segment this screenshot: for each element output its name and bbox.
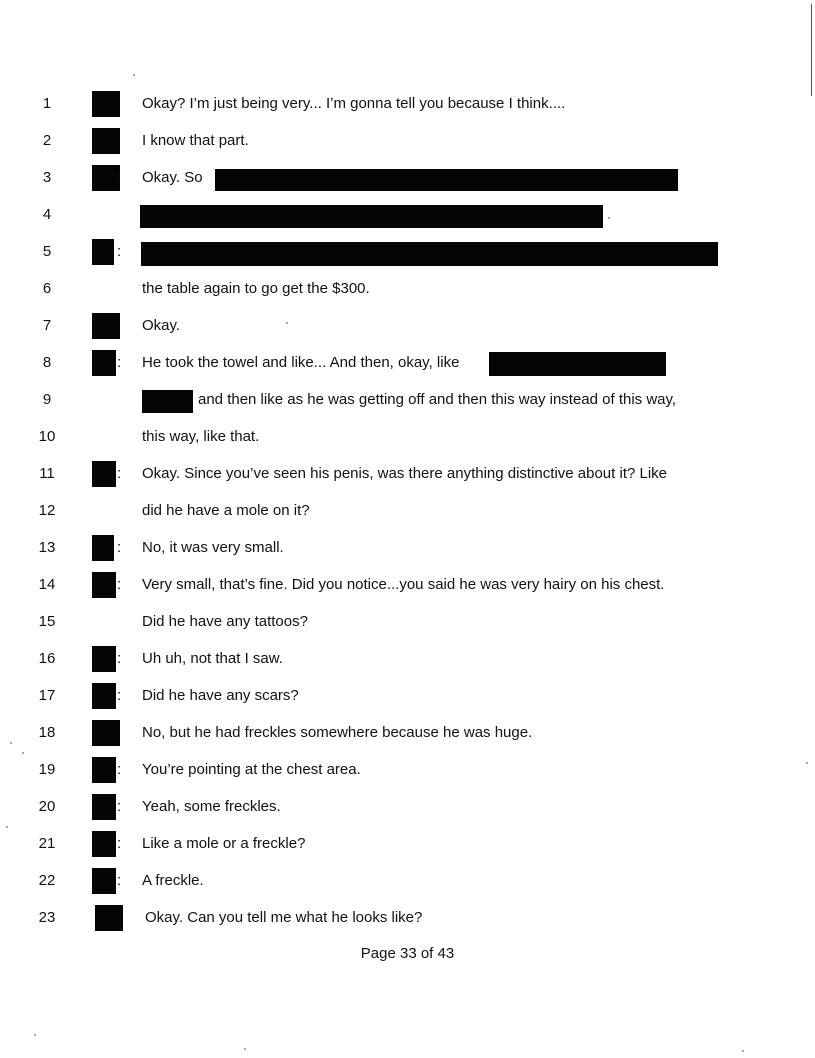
line-number: 3 xyxy=(42,169,52,186)
speaker-redaction xyxy=(92,572,116,598)
speaker-redaction xyxy=(92,831,116,857)
scan-speck xyxy=(742,1050,744,1052)
speaker-redaction xyxy=(92,683,116,709)
transcript-line xyxy=(0,719,815,749)
transcript-line xyxy=(0,645,815,675)
line-number: 11 xyxy=(39,465,55,482)
line-text: Like a mole or a freckle? xyxy=(142,835,306,852)
speaker-redaction xyxy=(95,905,123,931)
transcript-line xyxy=(0,571,815,601)
transcript-line xyxy=(0,164,815,194)
transcript-line xyxy=(0,608,815,638)
line-text: Did he have any tattoos? xyxy=(142,613,308,630)
transcript-line xyxy=(0,312,815,342)
line-number: 7 xyxy=(42,317,52,334)
scan-speck xyxy=(286,322,288,324)
line-number: 12 xyxy=(38,502,56,519)
line-number: 8 xyxy=(42,354,52,371)
transcript-line xyxy=(0,386,815,416)
line-text: Did he have any scars? xyxy=(142,687,299,704)
speaker-redaction xyxy=(92,868,116,894)
line-number: 16 xyxy=(38,650,56,667)
speaker-colon: : xyxy=(117,576,122,593)
speaker-colon: : xyxy=(117,835,122,852)
speaker-redaction xyxy=(92,646,116,672)
line-text: Okay. Can you tell me what he looks like? xyxy=(145,909,423,926)
speaker-colon: : xyxy=(117,169,122,186)
transcript-line xyxy=(0,275,815,305)
speaker-colon: : xyxy=(117,650,122,667)
speaker-colon: : xyxy=(117,243,122,260)
transcript-line xyxy=(0,238,815,268)
transcript-line xyxy=(0,90,815,120)
line-number: 15 xyxy=(38,613,56,630)
line-text: and then like as he was getting off and then this way instead of this way, xyxy=(198,391,677,408)
scan-speck xyxy=(608,217,610,219)
line-number: 18 xyxy=(38,724,56,741)
speaker-redaction xyxy=(92,128,120,154)
scan-speck xyxy=(806,762,808,764)
speaker-redaction xyxy=(92,535,114,561)
speaker-redaction xyxy=(92,165,120,191)
line-number: 4 xyxy=(42,206,52,223)
line-number: 20 xyxy=(38,798,56,815)
transcript-line xyxy=(0,349,815,379)
transcript-line xyxy=(0,830,815,860)
transcript-line xyxy=(0,793,815,823)
line-number: 17 xyxy=(38,687,56,704)
transcript-line xyxy=(0,423,815,453)
line-number: 2 xyxy=(42,132,52,149)
line-text: the table again to go get the $300. xyxy=(142,280,370,297)
line-text: Okay? I’m just being very... I’m gonna tell you because I think.... xyxy=(142,95,566,112)
speaker-redaction xyxy=(92,350,116,376)
line-text: this way, like that. xyxy=(142,428,260,445)
speaker-colon: : xyxy=(117,761,122,778)
line-text: Yeah, some freckles. xyxy=(142,798,281,815)
transcript-line xyxy=(0,127,815,157)
text-redaction xyxy=(489,352,666,376)
line-text: Okay. So xyxy=(142,169,203,186)
line-number: 22 xyxy=(38,872,56,889)
text-redaction xyxy=(215,169,678,191)
transcript-line xyxy=(0,756,815,786)
line-number: 5 xyxy=(42,243,52,260)
line-number: 6 xyxy=(42,280,52,297)
line-number: 9 xyxy=(42,391,52,408)
speaker-colon: : xyxy=(117,465,122,482)
line-text: Okay. Since you’ve seen his penis, was there anything distinctive about it? Like xyxy=(142,465,668,482)
speaker-redaction xyxy=(92,461,116,487)
scan-speck xyxy=(34,1034,36,1036)
speaker-colon: : xyxy=(117,354,122,371)
transcript-line xyxy=(0,201,815,231)
scan-speck xyxy=(133,74,135,76)
line-text: A freckle. xyxy=(142,872,204,889)
scan-speck xyxy=(6,826,8,828)
speaker-redaction xyxy=(92,720,120,746)
line-text: Very small, that’s fine. Did you notice...you said he was very hairy on his chest. xyxy=(142,576,665,593)
speaker-redaction xyxy=(92,313,120,339)
speaker-redaction xyxy=(92,239,114,265)
page-edge-line xyxy=(811,4,812,96)
line-text: He took the towel and like... And then, okay, like xyxy=(142,354,460,371)
page-footer: Page 33 of 43 xyxy=(360,945,455,962)
line-number: 13 xyxy=(38,539,56,556)
transcript-line xyxy=(0,867,815,897)
line-number: 19 xyxy=(38,761,56,778)
transcript-line xyxy=(0,682,815,712)
speaker-colon: : xyxy=(117,872,122,889)
line-number: 1 xyxy=(42,95,52,112)
transcript-line xyxy=(0,460,815,490)
line-number: 23 xyxy=(38,909,56,926)
transcript-line xyxy=(0,497,815,527)
speaker-redaction xyxy=(92,794,116,820)
line-text: I know that part. xyxy=(142,132,249,149)
line-number: 14 xyxy=(38,576,56,593)
line-text: No, but he had freckles somewhere because he was huge. xyxy=(142,724,533,741)
scan-speck xyxy=(10,742,12,744)
speaker-colon: : xyxy=(117,687,122,704)
speaker-redaction xyxy=(92,757,116,783)
speaker-redaction xyxy=(92,91,120,117)
text-redaction xyxy=(141,242,718,266)
speaker-colon: : xyxy=(117,798,122,815)
transcript-line xyxy=(0,904,815,934)
text-redaction xyxy=(142,390,193,413)
line-text: Okay. xyxy=(142,317,181,334)
line-number: 10 xyxy=(38,428,56,445)
line-number: 21 xyxy=(38,835,56,852)
text-redaction xyxy=(140,205,603,228)
line-text: did he have a mole on it? xyxy=(142,502,310,519)
line-text: You’re pointing at the chest area. xyxy=(142,761,361,778)
line-text: No, it was very small. xyxy=(142,539,284,556)
scan-speck xyxy=(22,752,24,754)
transcript-line xyxy=(0,534,815,564)
speaker-colon: : xyxy=(117,539,122,556)
line-text: Uh uh, not that I saw. xyxy=(142,650,283,667)
scan-speck xyxy=(244,1048,246,1050)
